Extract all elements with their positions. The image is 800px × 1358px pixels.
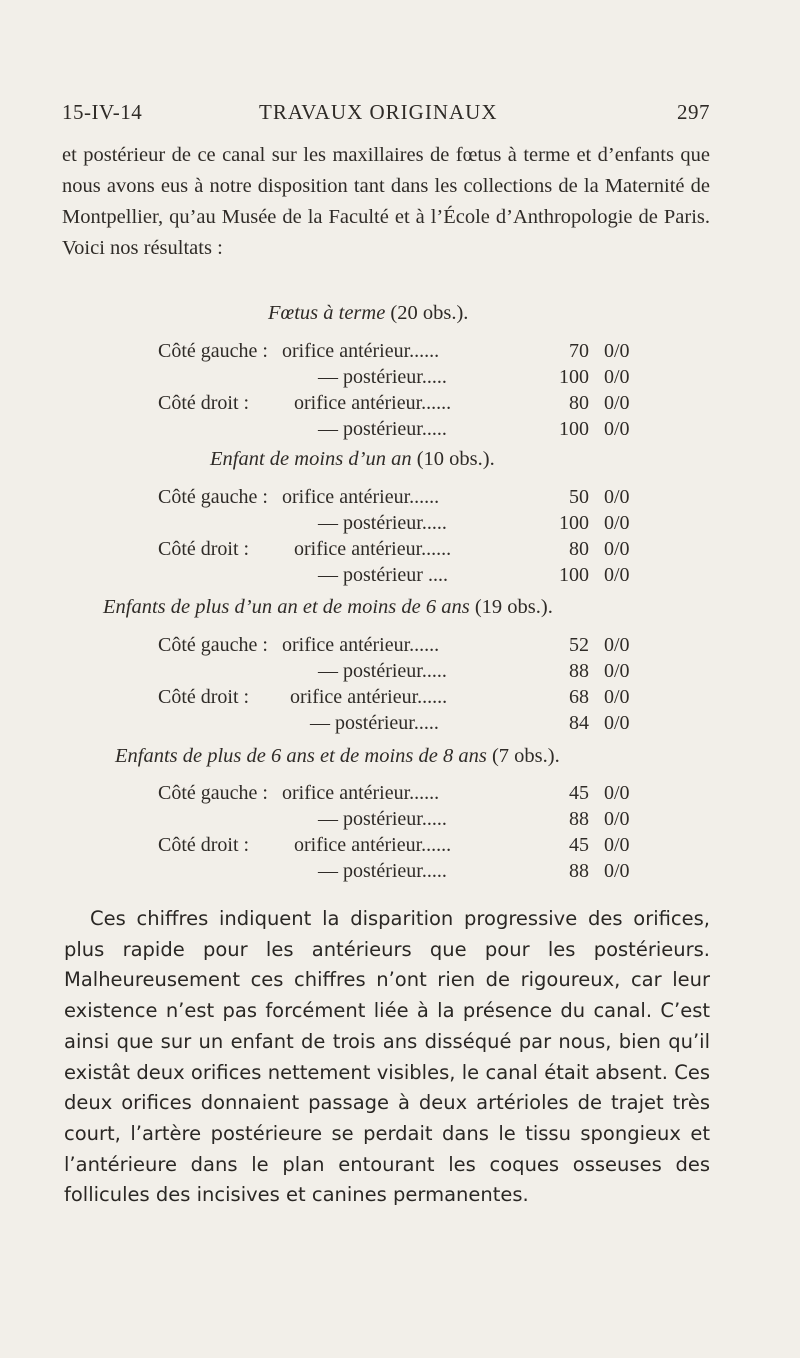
percent-value: 68 [569, 686, 589, 708]
orifice-label: — postérieur .... [318, 564, 448, 586]
side-label: Côté droit : [158, 392, 250, 414]
percent-unit: 0/0 [604, 512, 630, 534]
percent-value: 88 [569, 808, 589, 830]
table-title [210, 448, 495, 471]
side-label: Côté droit : [158, 834, 250, 856]
percent-unit: 0/0 [604, 834, 630, 856]
side-label: Côté droit : [158, 538, 250, 560]
orifice-label: orifice antérieur...... [282, 782, 440, 804]
table-title [103, 596, 553, 619]
table-title-count: (7 obs.). [486, 745, 560, 767]
orifice-label: — postérieur..... [310, 712, 439, 734]
percent-unit: 0/0 [604, 634, 630, 656]
side-label: Côté droit : [158, 686, 250, 708]
percent-unit: 0/0 [604, 860, 630, 882]
page-header [62, 100, 710, 130]
percent-value: 45 [569, 782, 589, 804]
orifice-label: orifice antérieur...... [290, 686, 448, 708]
orifice-label: orifice antérieur...... [294, 392, 452, 414]
orifice-label: orifice antérieur...... [294, 834, 452, 856]
orifice-label: orifice antérieur...... [282, 486, 440, 508]
orifice-label: — postérieur..... [318, 512, 447, 534]
table-title-count: (20 obs.). [385, 302, 469, 324]
orifice-label: — postérieur..... [318, 660, 447, 682]
percent-unit: 0/0 [604, 366, 630, 388]
percent-value: 52 [569, 634, 589, 656]
table-title [115, 745, 560, 768]
orifice-label: orifice antérieur...... [282, 634, 440, 656]
body-paragraph: Ces chiffres indiquent la disparition progressive des orifices, plus rapide pour les antérieurs que pour les postérieurs. Malheureusement ces chiffres n’ont rien de rigoureux, car leur existence n’est pas forcément liée à la présence du canal. C’est ainsi que sur un enfant de trois ans disséqué par nous, bien qu’il existât deux orifices nettement visibles, le canal était absent. Ces deux orifices donnaient passage à deux artérioles de trajet très court, l’artère postérieure se perdait dans le tissu spongieux et l’antérieure dans le plan entourant les coques osseuses des follicules des incisives et canines permanentes. [64, 907, 710, 1207]
percent-value: 80 [569, 392, 589, 414]
orifice-label: orifice antérieur...... [282, 340, 440, 362]
table-title-italic: Fœtus à terme [268, 302, 386, 324]
percent-value: 50 [569, 486, 589, 508]
percent-value: 100 [559, 366, 589, 388]
percent-unit: 0/0 [604, 392, 630, 414]
percent-unit: 0/0 [604, 712, 630, 734]
table-title-italic: Enfants de plus d’un an et de moins de 6 ans [103, 596, 470, 618]
orifice-label: — postérieur..... [318, 366, 447, 388]
running-title: TRAVAUX ORIGINAUX [259, 100, 498, 124]
page-number: 297 [677, 100, 710, 124]
percent-value: 100 [559, 564, 589, 586]
side-label: Côté gauche : [158, 340, 268, 362]
percent-unit: 0/0 [604, 564, 630, 586]
issue-date: 15-IV-14 [62, 100, 143, 124]
percent-value: 88 [569, 660, 589, 682]
percent-value: 100 [559, 418, 589, 440]
side-label: Côté gauche : [158, 634, 268, 656]
percent-value: 45 [569, 834, 589, 856]
side-label: Côté gauche : [158, 782, 268, 804]
percent-unit: 0/0 [604, 418, 630, 440]
percent-value: 88 [569, 860, 589, 882]
orifice-label: — postérieur..... [318, 808, 447, 830]
table-title-italic: Enfant de moins d’un an [210, 448, 412, 470]
table-title [268, 302, 468, 325]
side-label: Côté gauche : [158, 486, 268, 508]
percent-unit: 0/0 [604, 340, 630, 362]
orifice-label: orifice antérieur...... [294, 538, 452, 560]
orifice-label: — postérieur..... [318, 860, 447, 882]
percent-unit: 0/0 [604, 686, 630, 708]
percent-unit: 0/0 [604, 486, 630, 508]
percent-unit: 0/0 [604, 782, 630, 804]
percent-value: 80 [569, 538, 589, 560]
percent-value: 100 [559, 512, 589, 534]
percent-unit: 0/0 [604, 660, 630, 682]
percent-unit: 0/0 [604, 538, 630, 560]
intro-paragraph: et postérieur de ce canal sur les maxillaires de fœtus à terme et d’enfants que nous avons eus à notre disposition tant dans les collections de la Maternité de Montpellier, qu’au Musée de la Faculté et à l’École d’Anthropologie de Paris. Voici nos résultats : [62, 144, 710, 259]
percent-unit: 0/0 [604, 808, 630, 830]
table-title-italic: Enfants de plus de 6 ans et de moins de 8 ans [115, 745, 487, 767]
table-title-count: (19 obs.). [469, 596, 553, 618]
percent-value: 84 [569, 712, 589, 734]
percent-value: 70 [569, 340, 589, 362]
orifice-label: — postérieur..... [318, 418, 447, 440]
table-title-count: (10 obs.). [411, 448, 495, 470]
